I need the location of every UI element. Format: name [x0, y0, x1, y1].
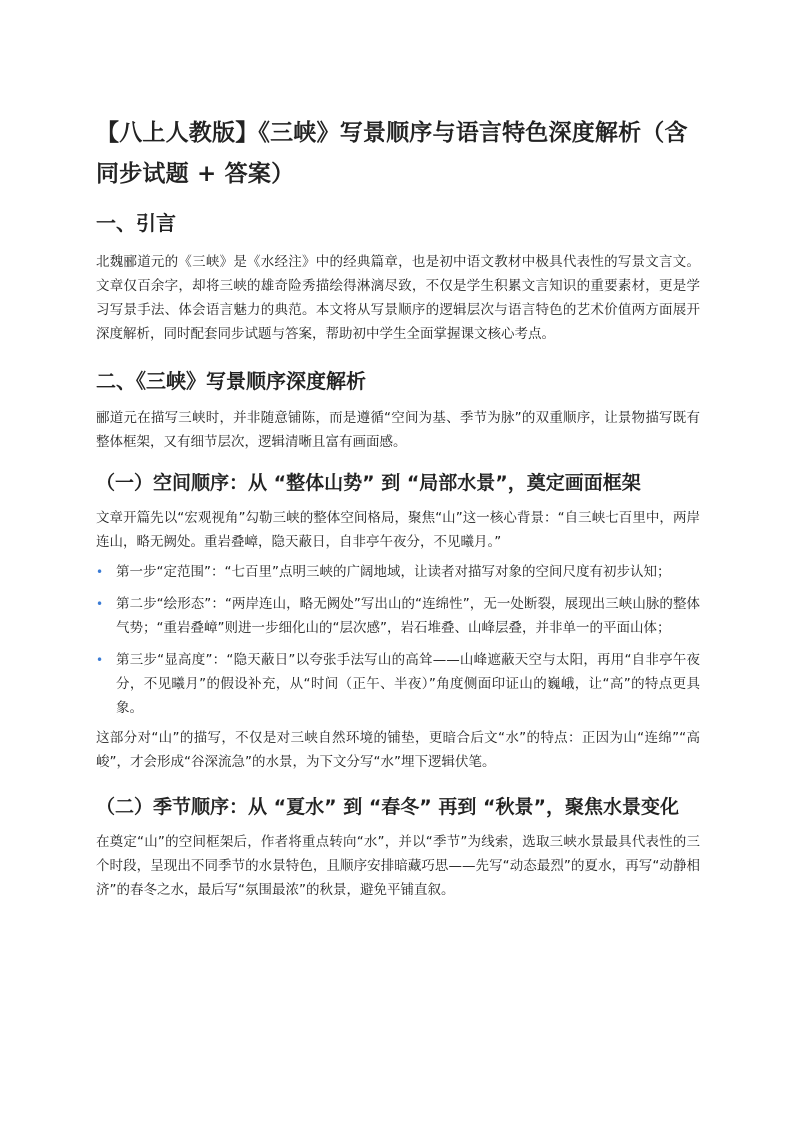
- intro-paragraph: 北魏郦道元的《三峡》是《水经注》中的经典篇章，也是初中语文教材中极具代表性的写景文言文。文章仅百余字，却将三峡的雄奇险秀描绘得淋漓尽致，不仅是学生积累文言知识的重要素材，更是学习写景手法、体会语言魅力的典范。本文将从写景顺序的逻辑层次与语言特色的艺术价值两方面展开深度解析，同时配套同步试题与答案，帮助初中学生全面掌握课文核心考点。: [96, 254, 700, 342]
- document-page: [96, 113, 700, 902]
- space-steps-list: [96, 560, 700, 720]
- bullet-icon: •: [96, 653, 104, 667]
- list-item-text: 第二步“绘形态”：“两岸连山，略无阙处”写出山的“连绵性”，无一处断裂，展现出三峡山脉的整体气势；“重岩叠嶂”则进一步细化山的“层次感”，岩石堆叠、山峰层叠，并非单一的平面山体；: [116, 596, 700, 636]
- section-heading-order: 二、《三峡》写景顺序深度解析: [96, 369, 366, 393]
- list-item: [96, 592, 700, 640]
- list-item: [96, 560, 700, 584]
- section-heading-intro: 一、引言: [96, 211, 176, 235]
- list-item-text: 第三步“显高度”：“隐天蔽日”以夸张手法写山的高耸——山峰遮蔽天空与太阳，再用“自非亭午夜分，不见曦月”的假设补充，从“时间（正午、半夜）”角度侧面印证山的巍峨，让“高”的特点更具象。: [116, 652, 700, 716]
- bullet-icon: •: [96, 597, 104, 611]
- season-intro-paragraph: 在奠定“山”的空间框架后，作者将重点转向“水”，并以“季节”为线索，选取三峡水景最具代表性的三个时段，呈现出不同季节的水景特色，且顺序安排暗藏巧思——先写“动态最烈”的夏水，再写“动静相济”的春冬之水，最后写“氛围最浓”的秋景，避免平铺直叙。: [96, 834, 700, 898]
- order-paragraph: 郦道元在描写三峡时，并非随意铺陈，而是遵循“空间为基、季节为脉”的双重顺序，让景物描写既有整体框架，又有细节层次，逻辑清晰且富有画面感。: [96, 410, 700, 450]
- document-title: 【八上人教版】《三峡》写景顺序与语言特色深度解析（含同步试题 + 答案）: [96, 120, 688, 187]
- bullet-icon: •: [96, 565, 104, 579]
- space-intro-paragraph: 文章开篇先以“宏观视角”勾勒三峡的整体空间格局，聚焦“山”这一核心背景：“自三峡七百里中，两岸连山，略无阙处。重岩叠嶂，隐天蔽日，自非亭午夜分，不见曦月。”: [96, 510, 700, 550]
- subsection-heading-season: （二）季节顺序：从 “夏水” 到 “春冬” 再到 “秋景”，聚焦水景变化: [96, 796, 679, 818]
- list-item: [96, 648, 700, 720]
- space-outro-paragraph: 这部分对“山”的描写，不仅是对三峡自然环境的铺垫，更暗合后文“水”的特点：正因为山“连绵”“高峻”，才会形成“谷深流急”的水景，为下文分写“水”埋下逻辑伏笔。: [96, 730, 700, 770]
- subsection-heading-space: （一）空间顺序：从 “整体山势” 到 “局部水景”，奠定画面框架: [96, 472, 641, 494]
- list-item-text: 第一步“定范围”：“七百里”点明三峡的广阔地域，让读者对描写对象的空间尺度有初步认知；: [116, 564, 671, 580]
